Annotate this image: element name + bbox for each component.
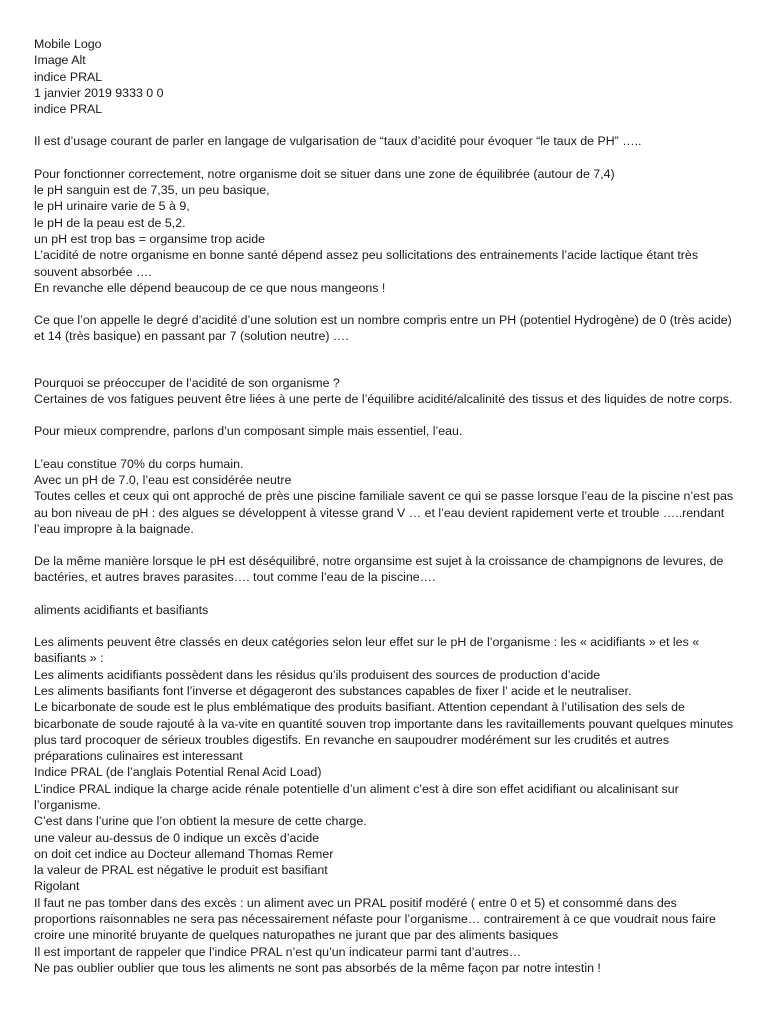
- ph-item-skin: le pH de la peau est de 5,2.: [34, 215, 186, 230]
- lactic-acid-paragraph: L’acidité de notre organisme en bonne santé dépend assez peu sollicitations des entrainements l’acide lactique étant très souvent absorbée ….: [34, 248, 699, 279]
- spacer: [34, 150, 734, 166]
- spacer: [34, 407, 734, 423]
- pral-indicator-line: Il est important de rappeler que l’indice PRAL n’est qu’un indicateur parmi tant d’autres…: [34, 944, 522, 959]
- pral-heading: Indice PRAL (de l’anglais Potential Renal Acid Load): [34, 765, 322, 780]
- spacer: [34, 296, 734, 312]
- water-intro: Pour mieux comprendre, parlons d’un composant simple mais essentiel, l’eau.: [34, 424, 463, 439]
- water-line-neutral: Avec un pH de 7.0, l’eau est considérée neutre: [34, 472, 292, 487]
- spacer: [34, 345, 734, 375]
- foods-heading: aliments acidifiants et basifiants: [34, 602, 209, 617]
- spacer: [34, 618, 734, 634]
- mobile-logo-alt-text: Mobile Logo: [34, 37, 102, 51]
- page-title-repeat: indice PRAL: [34, 102, 103, 117]
- acidifying-foods-line: Les aliments acidifiants possèdent dans les résidus qu’ils produisent des sources de production d’acide: [34, 667, 601, 682]
- spacer: [34, 440, 734, 456]
- pool-paragraph: Toutes celles et ceux qui ont approché de près une piscine familiale savent ce qui se passe lorsque l’eau de la piscine n’est pas au bon niveau de pH : des algues se développent à vitesse grand V … et l’eau devient rapidement verte et trouble …..rendant l’eau impropre à la baignade.: [34, 489, 734, 536]
- bicarbonate-paragraph: Le bicarbonate de soude est le plus emblématique des produits basifiant. Attention cependant à l’utilisation des sels de bicarbonate de soude rajouté à la va-vite en quantité souven trop importante dans les ravitaillements pouvant quelques minutes plus tard procoquer de sérieux troubles digestifs. En revanche en saupoudrer modérément sur les crudités et autres préparations culinaires est interessant: [34, 700, 734, 764]
- why-answer: Certaines de vos fatigues peuvent être liées à une perte de l’équilibre acidité/alcalinité des tissus et des liquides de notre corps.: [34, 392, 733, 407]
- emoji-alt-text: Rigolant: [34, 879, 80, 894]
- spacer: [34, 586, 734, 602]
- pral-urine-line: C’est dans l’urine que l’on obtient la mesure de cette charge.: [34, 814, 367, 829]
- article-body: [34, 36, 734, 976]
- pral-author-line: on doit cet indice au Docteur allemand Thomas Remer: [34, 846, 334, 861]
- basifying-foods-line: Les aliments basifiants font l’inverse et dégageront des substances capables de fixer l’ acide et le neutraliser.: [34, 683, 632, 698]
- page-title: indice PRAL: [34, 69, 103, 84]
- why-question: Pourquoi se préoccuper de l’acidité de son organisme ?: [34, 375, 340, 390]
- ph-item-blood: le pH sanguin est de 7,35, un peu basique,: [34, 183, 270, 198]
- imbalance-paragraph: De la même manière lorsque le pH est déséquilibré, notre organsime est sujet à la croissance de champignons de levures, de bactéries, et autres braves parasites…. tout comme l’eau de la piscine….: [34, 554, 724, 585]
- spacer: [34, 117, 734, 133]
- food-dependency-line: En revanche elle dépend beaucoup de ce que nous mangeons !: [34, 280, 386, 295]
- pral-negative-line: la valeur de PRAL est négative le produit est basifiant: [34, 863, 328, 878]
- ph-item-urine: le pH urinaire varie de 5 à 9,: [34, 199, 190, 214]
- spacer: [34, 537, 734, 553]
- pral-excess-paragraph: Il faut ne pas tomber dans des excès : un aliment avec un PRAL positif modéré ( entre 0 et 5) et consommé dans des proportions raisonnables ne sera pas nécessairement néfaste pour l’organisme… contrairement à ce que voudrait nous faire croire une minorité bruyante de quelques naturopathes ne jurant que par des aliments basiques: [34, 895, 716, 943]
- pral-above-zero-line: une valeur au-dessus de 0 indique un excès d’acide: [34, 830, 320, 845]
- acidity-definition-paragraph: Ce que l’on appelle le degré d’acidité d’une solution est un nombre compris entre un PH (potentiel Hydrogène) de 0 (très acide) et 14 (très basique) en passant par 7 (solution neutre) ….: [34, 313, 732, 344]
- ph-item-low: un pH est trop bas = organsime trop acide: [34, 231, 266, 246]
- ph-lead: Pour fonctionner correctement, notre organisme doit se situer dans une zone de équilibrée (autour de 7,4): [34, 166, 615, 181]
- pral-definition-paragraph: L’indice PRAL indique la charge acide rénale potentielle d’un aliment c’est à dire son effet acidifiant ou alcalinisant sur l’organisme.: [34, 781, 679, 812]
- intro-paragraph: Il est d’usage courant de parler en langage de vulgarisation de “taux d’acidité pour évoquer “le taux de PH” …..: [34, 134, 642, 149]
- pral-absorption-line: Ne pas oublier oublier que tous les aliments ne sont pas absorbés de la même façon par notre intestin !: [34, 960, 601, 975]
- post-meta: 1 janvier 2019 9333 0 0: [34, 85, 164, 100]
- image-alt-text: Image Alt: [34, 53, 86, 68]
- food-classes-paragraph: Les aliments peuvent être classés en deux catégories selon leur effet sur le pH de l’organisme : les « acidifiants » et les « basifiants » :: [34, 635, 700, 666]
- water-line-composition: L’eau constitue 70% du corps humain.: [34, 456, 244, 471]
